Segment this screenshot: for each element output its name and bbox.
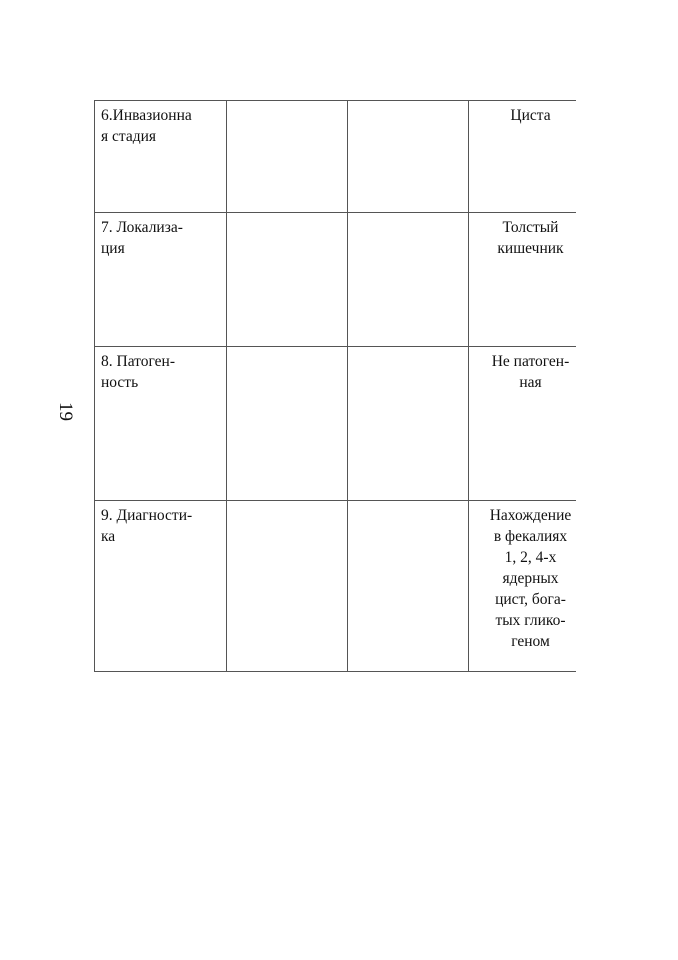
row-value-cell	[469, 501, 577, 672]
row-label-cell	[95, 101, 227, 213]
row-label-line: 9. Диагности-	[101, 507, 193, 524]
empty-cell	[227, 213, 348, 347]
row-label-cell	[95, 501, 227, 672]
row-value-cell	[469, 213, 577, 347]
row-label-cell	[95, 347, 227, 501]
row-value-line: в фекалиях	[493, 528, 568, 545]
empty-cell	[348, 347, 469, 501]
empty-cell	[227, 101, 348, 213]
row-label-line: 7. Локализа-	[101, 219, 183, 236]
empty-cell	[348, 101, 469, 213]
row-label-line: я стадия	[101, 128, 157, 145]
row-value-line: кишечник	[497, 240, 564, 257]
table-container	[94, 100, 576, 672]
row-label-cell	[95, 213, 227, 347]
row-value-cell	[469, 347, 577, 501]
row-label-line: 6.Инвазионна	[101, 107, 192, 124]
empty-cell	[227, 501, 348, 672]
row-value-line: геном	[511, 633, 550, 650]
row-value-line: ная	[519, 374, 542, 391]
row-label-line: ция	[101, 240, 125, 257]
table-row	[95, 213, 577, 347]
row-value-line: Нахождение	[489, 507, 572, 524]
row-value-line: цист, бога-	[495, 591, 566, 608]
table-row	[95, 101, 577, 213]
row-label-line: 8. Патоген-	[101, 353, 175, 370]
row-value-line: Циста	[510, 107, 551, 124]
empty-cell	[348, 501, 469, 672]
page-number: 19	[55, 402, 76, 421]
row-label-line: ка	[101, 528, 116, 545]
empty-cell	[348, 213, 469, 347]
row-value-line: Не патоген-	[491, 353, 570, 370]
row-value-line: тых глико-	[495, 612, 566, 629]
row-label-line: ность	[101, 374, 139, 391]
row-value-line: Толстый	[502, 219, 559, 236]
row-value-line: 1, 2, 4-х	[504, 549, 557, 566]
table-row	[95, 501, 577, 672]
row-value-cell	[469, 101, 577, 213]
empty-cell	[227, 347, 348, 501]
data-table	[94, 100, 576, 672]
table-row	[95, 347, 577, 501]
row-value-line: ядерных	[502, 570, 559, 587]
